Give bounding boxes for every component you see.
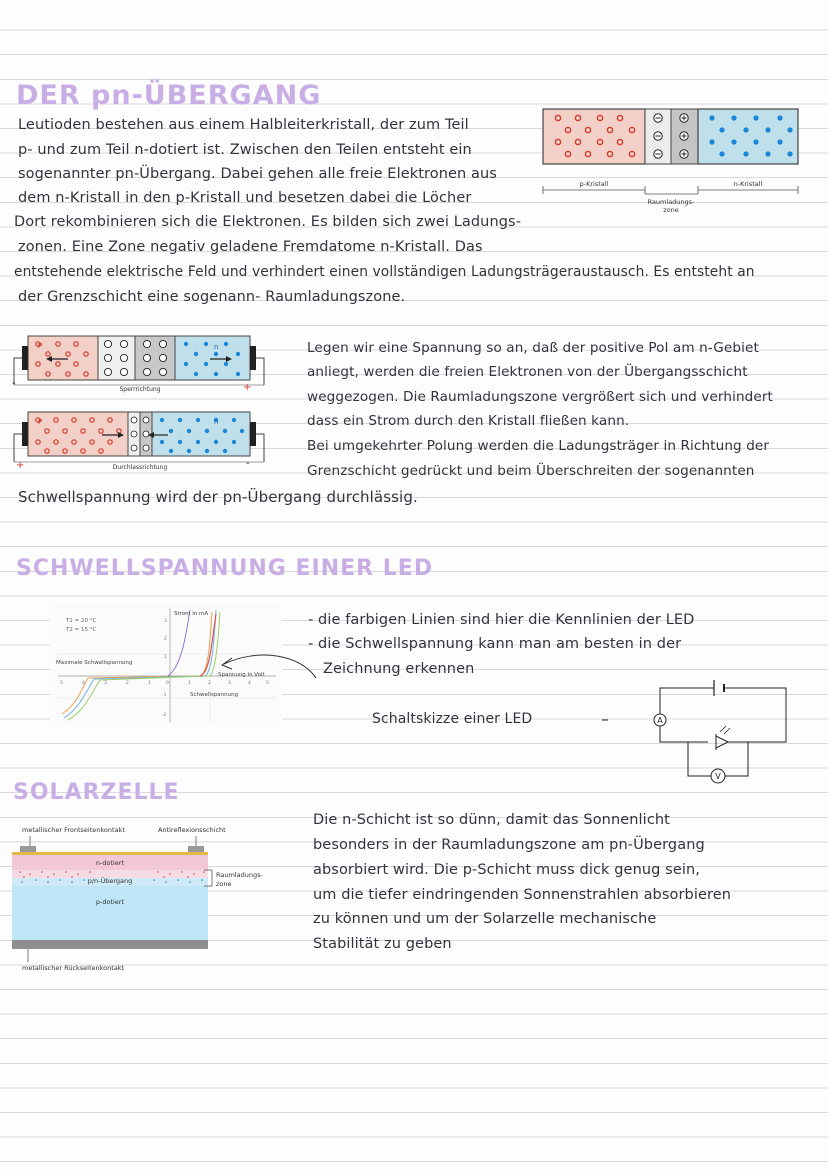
y-tick: 1: [164, 655, 167, 660]
graph-temp-label: T2 = 15 °C: [66, 627, 97, 633]
x-tick: 4: [82, 681, 85, 686]
pn-junction-label: p/n-Übergang: [87, 877, 133, 885]
x-tick: 1: [148, 681, 151, 686]
x-tick: 4: [248, 681, 251, 686]
forward-bias-diagram: [14, 412, 264, 471]
reverse-bias-diagram: [12, 336, 264, 393]
ammeter-label: A: [657, 716, 663, 725]
text-line: zu können und um der Solarzelle mechanische: [313, 911, 657, 927]
x-tick: 0: [166, 681, 169, 686]
plus-label: +: [16, 460, 25, 471]
text-line: Schwellspannung wird der pn-Übergang durchlässig.: [18, 488, 418, 506]
y-tick: 3: [164, 619, 167, 624]
zone-label: zone: [663, 206, 679, 214]
text-line: weggezogen. Die Raumladungszone vergrößert sich und verhindert: [307, 389, 773, 405]
text-line: Die n-Schicht ist so dünn, damit das Sonnenlicht: [313, 812, 670, 828]
front-contact-label: metallischer Frontseitenkontakt: [22, 826, 125, 834]
text-line: Grenzschicht gedrückt und beim Überschreiten der sogenannten: [307, 463, 755, 479]
p-crystal-label: p-Kristall: [579, 180, 609, 188]
text-line: - die farbigen Linien sind hier die Kennlinien der LED: [308, 612, 695, 628]
graph-x-label: Spannung in Volt: [218, 672, 265, 678]
plus-label: +: [243, 382, 252, 393]
text-line: entstehende elektrische Feld und verhindert einen vollständigen Ladungsträgeraustausch. Es entsteht an: [14, 264, 755, 280]
n-crystal-label: n-Kristall: [733, 180, 763, 188]
text-line: um die tiefer eindringenden Sonnenstrahlen absorbieren: [313, 887, 732, 903]
x-tick: 2: [126, 681, 129, 686]
section-title-pn-uebergang: DER pn-ÜBERGANG: [16, 80, 322, 111]
led-icon: [716, 736, 728, 748]
circuit-caption: Schaltskizze einer LED: [372, 711, 533, 727]
text-line: Stabilität zu geben: [313, 936, 452, 952]
x-tick: 3: [228, 681, 231, 686]
n-doped-label: n-dotiert: [95, 859, 125, 867]
graph-y-label: Strom in mA: [174, 611, 209, 617]
n-label: n: [214, 343, 219, 351]
n-label: n: [214, 418, 219, 426]
text-line: p- und zum Teil n-dotiert ist. Zwischen den Teilen entsteht ein: [18, 142, 472, 158]
text-line: Leutioden bestehen aus einem Halbleiterkristall, der zum Teil: [18, 117, 469, 133]
x-tick: 5: [266, 681, 269, 686]
graph-max-label: Maximale Schwellspannung: [56, 660, 133, 666]
text-line: sogenannter pn-Übergang. Dabei gehen alle freie Elektronen aus: [18, 166, 497, 182]
minus-label: -: [246, 458, 250, 469]
text-line: zonen. Eine Zone negativ geladene Fremdatome n-Kristall. Das: [18, 239, 483, 255]
forward-bias-label: Durchlassrichtung: [112, 464, 168, 471]
back-contact-label: metallischer Rückseitenkontakt: [22, 964, 125, 972]
text-line: besonders in der Raumladungszone am pn-Übergang: [313, 837, 705, 853]
pn-crystal-diagram: [540, 106, 805, 218]
text-line: dem n-Kristall in den p-Kristall und besetzen dabei die Löcher: [18, 190, 472, 206]
reverse-bias-label: Sperrrichtung: [119, 386, 161, 393]
text-line: der Grenzschicht eine sogenann- Raumladungszone.: [18, 289, 406, 305]
section-title-schwellspannung: SCHWELLSPANNUNG EINER LED: [16, 556, 434, 581]
x-tick: 1: [188, 681, 191, 686]
x-tick: 3: [104, 681, 107, 686]
graph-temp-label: T1 = 20 °C: [66, 618, 97, 624]
led-circuit-diagram: [596, 676, 792, 788]
graph-threshold-label: Schwellspannung: [190, 692, 239, 698]
p-doped-label: p-dotiert: [95, 898, 125, 906]
text-line: Zeichnung erkennen: [323, 661, 475, 677]
zone-label: zone: [216, 880, 232, 888]
section-title-solarzelle: SOLARZELLE: [13, 780, 180, 805]
p-label: P: [38, 418, 43, 426]
text-line: Bei umgekehrter Polung werden die Ladungsträger in Richtung der: [307, 438, 770, 454]
y-tick: 2: [164, 637, 167, 642]
bias-diagrams: [10, 330, 272, 475]
text-line: dass ein Strom durch den Kristall fließen kann.: [307, 413, 630, 429]
anti-reflex-label: Antireflexionsschicht: [158, 826, 226, 834]
solar-cell-diagram: [8, 822, 280, 974]
minus-label: -: [12, 378, 16, 389]
x-tick: 5: [60, 681, 63, 686]
pointer-arrow: [210, 648, 320, 684]
p-label: P: [38, 342, 43, 350]
text-line: Dort rekombinieren sich die Elektronen. Es bilden sich zwei Ladungs-: [14, 214, 522, 230]
zone-label: Raumladungs-: [647, 198, 695, 206]
text-line: absorbiert wird. Die p-Schicht muss dick genug sein,: [313, 862, 700, 878]
voltmeter-label: V: [715, 772, 721, 781]
text-line: - die Schwellspannung kann man am besten in der: [308, 636, 682, 652]
text-line: Legen wir eine Spannung so an, daß der positive Pol am n-Gebiet: [307, 340, 759, 356]
text-line: anliegt, werden die freien Elektronen von der Übergangsschicht: [307, 364, 748, 380]
y-tick: -1: [162, 693, 167, 698]
x-tick: 2: [208, 681, 211, 686]
y-tick: -2: [162, 713, 167, 718]
zone-label: Raumladungs-: [216, 871, 263, 879]
